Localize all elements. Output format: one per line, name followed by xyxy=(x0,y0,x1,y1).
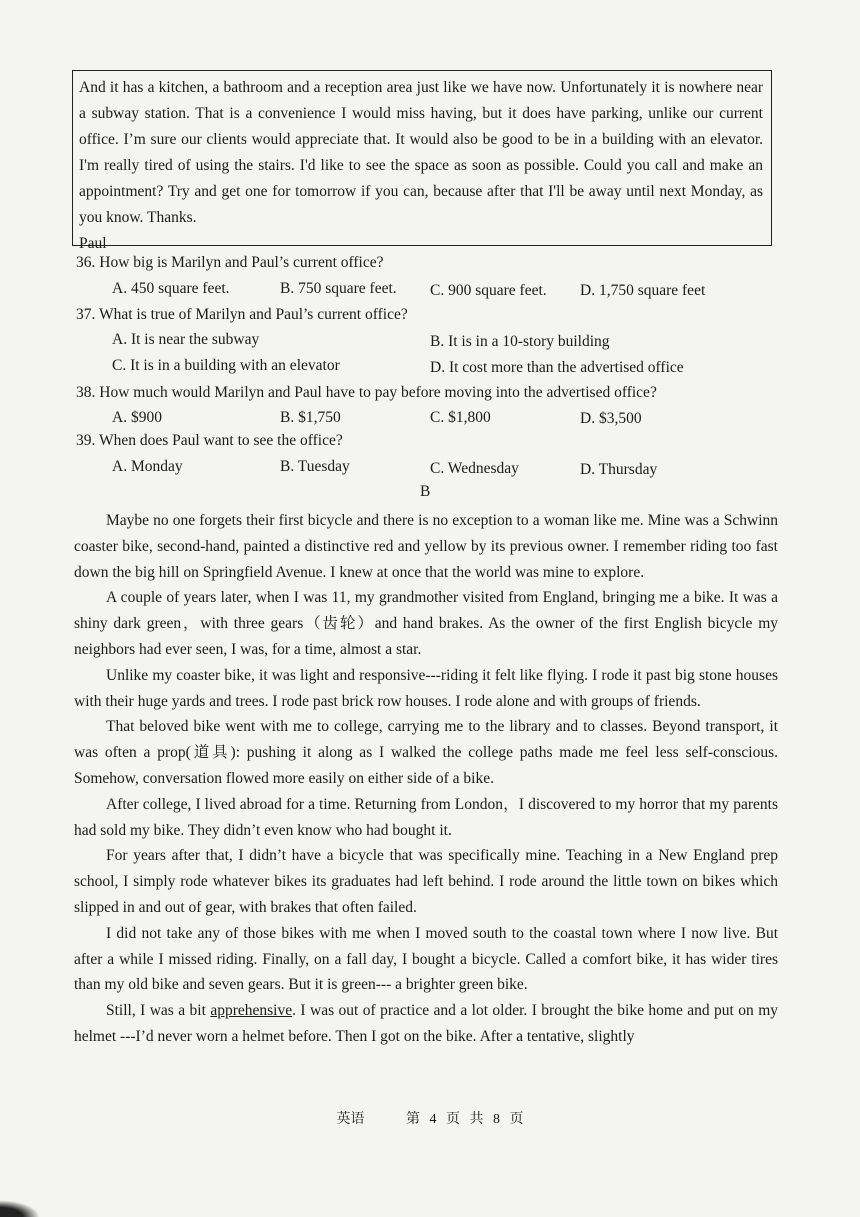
scan-mark xyxy=(0,1200,40,1217)
option-a: A. Monday xyxy=(112,458,183,475)
option-b: B. $1,750 xyxy=(280,409,341,426)
underlined-word: apprehensive xyxy=(210,1002,293,1020)
footer-subject: 英语 xyxy=(336,1112,365,1127)
paragraph: A couple of years later, when I was 11, my grandmother visited from England, bringing me a bike. It was a shiny dark green，with three gears（齿轮）and hand brakes. As the owner of the first English bicycle my neighbors had ever seen, I was, for a time, almost a star. xyxy=(74,589,778,658)
option-a: A. 450 square feet. xyxy=(112,280,230,297)
paragraph-last xyxy=(74,998,778,1050)
question-stem: 39. When does Paul want to see the office? xyxy=(76,432,343,449)
text-segment: Still, I was a bit xyxy=(106,1002,211,1020)
question-stem: 37. What is true of Marilyn and Paul’s current office? xyxy=(76,306,408,323)
option-c: C. $1,800 xyxy=(430,409,491,426)
footer-page-number: 第 4 页 共 8 页 xyxy=(406,1112,524,1127)
option-b: B. It is in a 10-story building xyxy=(430,333,610,350)
option-d: D. Thursday xyxy=(580,461,658,478)
letter-body: And it has a kitchen, a bathroom and a reception area just like we have now. Unfortunately it is nowhere near a subway station. That is a convenience I would miss having, but it does have parking, unlike our current office. I’m sure our clients would appreciate that. It would also be good to be in a building with an elevator. I'm really tired of using the stairs. I'd like to see the space as soon as possible. Could you call and make an appointment? Try and get one for tomorrow if you can, because after that I'll be away until next Monday, as you know. Thanks. xyxy=(79,79,763,226)
option-a: A. $900 xyxy=(112,409,162,426)
passage-b xyxy=(74,508,778,1050)
paragraph: I did not take any of those bikes with me when I moved south to the coastal town where I now live. But after a while I missed riding. Finally, on a fall day, I bought a bicycle. Called a comfort bike, it has wider tires than my old bike and seven gears. But it is green--- a brighter green bike. xyxy=(74,924,778,994)
option-c: C. It is in a building with an elevator xyxy=(112,357,340,374)
option-b: B. Tuesday xyxy=(280,458,350,475)
option-d: D. $3,500 xyxy=(580,410,642,427)
option-c: C. 900 square feet. xyxy=(430,282,547,299)
paragraph: Maybe no one forgets their first bicycle and there is no exception to a woman like me. Mine was a Schwinn coaster bike, second-hand, painted a distinctive red and yellow by its previous owner. I remember riding too fast down the big hill on Springfield Avenue. I knew at once that the world was mine to explore. xyxy=(74,512,778,581)
letter-box xyxy=(72,70,772,252)
question-stem: 36. How big is Marilyn and Paul’s current office? xyxy=(76,254,384,271)
text-segment: . I was out of practice and a lot older. I brought the bike home and put on my helmet ---I’d never worn a helmet before. Then I got on the bike. After a tentative, slightly xyxy=(74,1002,779,1045)
option-d: D. It cost more than the advertised office xyxy=(430,359,684,376)
paragraph: For years after that, I didn’t have a bicycle that was specifically mine. Teaching in a New England prep school, I simply rode whatever bikes its graduates had left behind. I rode around the little town on bikes which slipped in and out of gear, with brakes that often failed. xyxy=(74,847,778,916)
paragraph: Unlike my coaster bike, it was light and responsive---riding it felt like flying. I rode it past big stone houses with their huge yards and trees. I rode past brick row houses. I rode alone and with groups of friends. xyxy=(74,666,778,710)
option-c: C. Wednesday xyxy=(430,460,519,477)
option-a: A. It is near the subway xyxy=(112,331,260,348)
letter-signature: Paul xyxy=(79,235,107,252)
paragraph: After college, I lived abroad for a time. Returning from London，I discovered to my horror that my parents had sold my bike. They didn’t even know who had bought it. xyxy=(74,795,778,839)
page-footer xyxy=(0,1108,860,1128)
section-heading: B xyxy=(420,483,431,500)
question-stem: 38. How much would Marilyn and Paul have to pay before moving into the advertised office? xyxy=(76,384,657,401)
paragraph: That beloved bike went with me to college, carrying me to the library and to classes. Beyond transport, it was often a prop(道具): pushing it along as I walked the college paths made me feel less self-conscious. Somehow, conversation flowed more easily on either side of a bike. xyxy=(74,718,778,787)
option-d: D. 1,750 square feet xyxy=(580,282,706,299)
option-b: B. 750 square feet. xyxy=(280,280,397,297)
